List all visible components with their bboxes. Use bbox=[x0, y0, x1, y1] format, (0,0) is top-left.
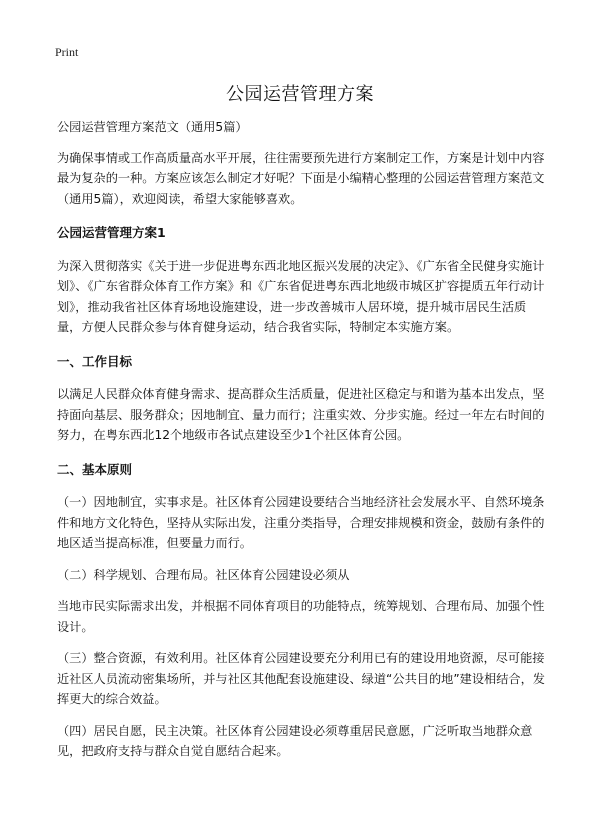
principle1-paragraph: （一）因地制宜，实事求是。社区体育公园建设要结合当地经济社会发展水平、自然环境条件和地方文化特色，坚持从实际出发，注重分类指导，合理安排规模和资金，鼓励有条件的地区适当提高标准，但要量力而行。 bbox=[57, 495, 545, 550]
section1-paragraph: 以满足人民群众体育健身需求、提高群众生活质量，促进社区稳定与和谐为基本出发点，坚持面向基层、服务群众；因地制宜、量力而行；注重实效、分步实施。经过一年左右时间的努力，在粤东西北12个地级市各试点建设至少1个社区体育公园。 bbox=[57, 387, 545, 442]
intro-paragraph: 为确保事情或工作高质量高水平开展，往往需要预先进行方案制定工作，方案是计划中内容最为复杂的一种。方案应该怎么制定才好呢？下面是小编精心整理的公园运营管理方案范文（通用5篇），欢迎阅读，希望大家能够喜欢。 bbox=[57, 150, 545, 206]
principle3-paragraph: （三）整合资源，有效利用。社区体育公园建设要充分利用已有的建设用地资源，尽可能接近社区人员流动密集场所，并与社区其他配套设施建设、绿道“公共目的地”建设相结合，发挥更大的综合效益。 bbox=[57, 651, 545, 706]
page-title: 公园运营管理方案 bbox=[226, 84, 374, 105]
document-subtitle: 公园运营管理方案范文（通用5篇） bbox=[57, 120, 248, 134]
section2-heading: 二、基本原则 bbox=[57, 461, 133, 477]
principle2-body-paragraph: 当地市民实际需求出发，并根据不同体育项目的功能特点，统筹规划、合理布局、加强个性设计。 bbox=[57, 599, 545, 634]
section1-heading: 一、工作目标 bbox=[57, 353, 133, 369]
print-link[interactable]: Print bbox=[55, 45, 79, 59]
principle4-paragraph: （四）居民自愿，民主决策。社区体育公园建设必须尊重居民意愿，广泛听取当地群众意见，把政府支持与群众自觉自愿结合起来。 bbox=[57, 723, 533, 758]
plan1-intro-paragraph: 为深入贯彻落实《关于进一步促进粤东西北地区振兴发展的决定》、《广东省全民健身实施计划》、《广东省群众体育工作方案》和《广东省促进粤东西北地级市城区扩容提质五年行动计划》，推动我省社区体育场地设施建设，进一步改善城市人居环境，提升城市居民生活质量，方便人民群众参与体育健身运动，结合我省实际，特制定本实施方案。 bbox=[57, 258, 545, 334]
document-body bbox=[57, 117, 549, 773]
principle2-heading-paragraph: （二）科学规划、合理布局。社区体育公园建设必须从 bbox=[57, 567, 350, 582]
plan1-heading: 公园运营管理方案1 bbox=[57, 225, 166, 240]
